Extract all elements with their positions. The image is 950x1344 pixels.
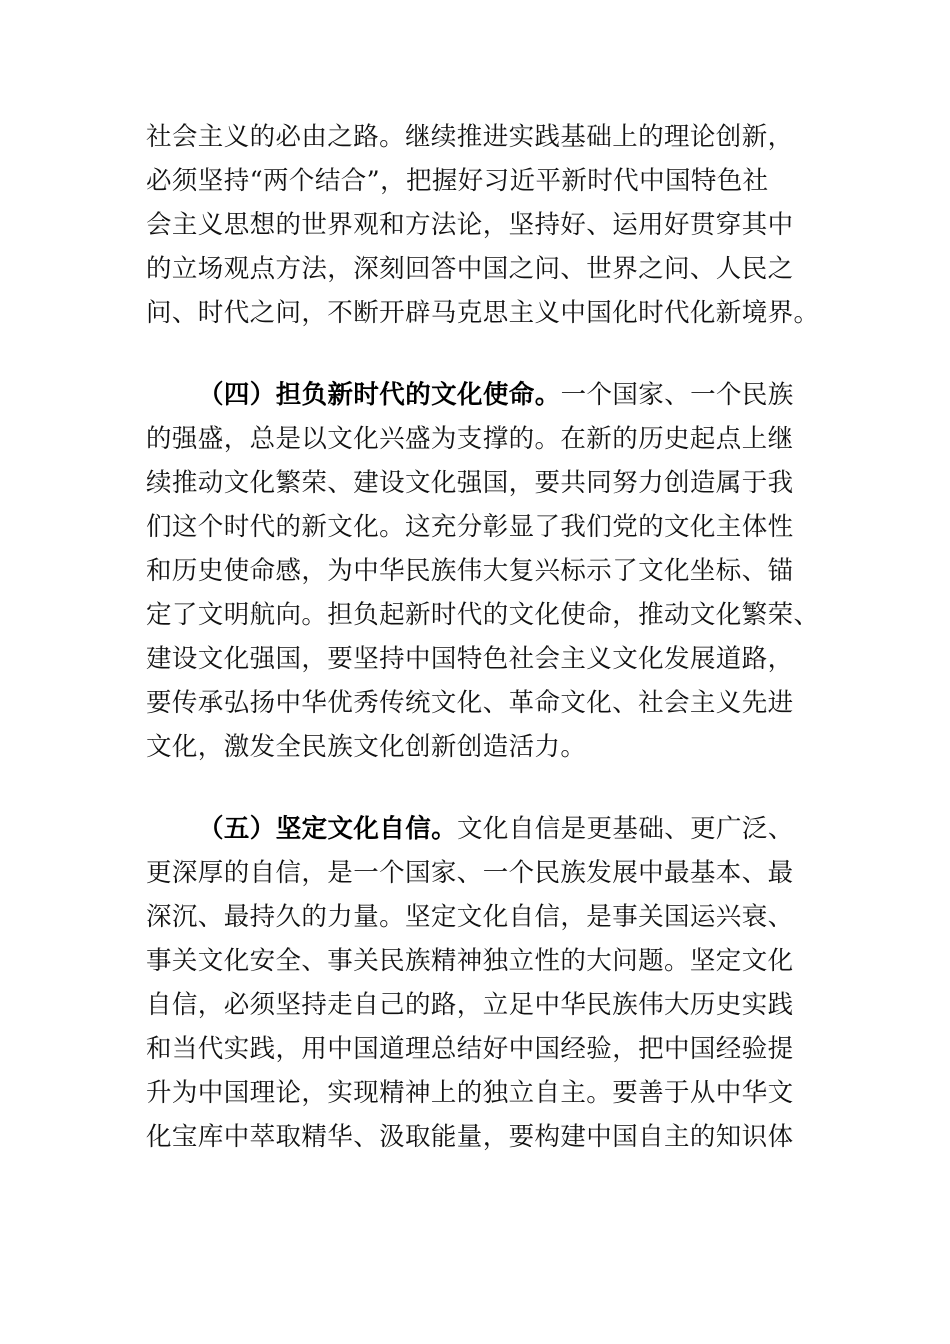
text-line: [198, 378, 794, 412]
text-line: 建设文化强国，要坚持中国特色社会主义文化发展道路，: [146, 644, 794, 674]
text-line: 续推动文化繁荣、建设文化强国，要共同努力创造属于我: [146, 468, 794, 498]
text-line: 会主义思想的世界观和方法论，坚持好、运用好贯穿其中: [146, 210, 794, 240]
text-line: 事关文化安全、事关民族精神独立性的大问题。坚定文化: [146, 946, 794, 976]
text-run: 一个国家、一个民族: [560, 380, 794, 410]
text-line: 的立场观点方法，深刻回答中国之问、世界之问、人民之: [146, 254, 794, 284]
text-line: 更深厚的自信，是一个国家、一个民族发展中最基本、最: [146, 858, 794, 888]
text-line: 的强盛，总是以文化兴盛为支撑的。在新的历史起点上继: [146, 424, 794, 454]
text-line: 和历史使命感，为中华民族伟大复兴标示了文化坐标、锚: [146, 556, 794, 586]
text-line: 必须坚持“两个结合”，把握好习近平新时代中国特色社: [146, 166, 769, 196]
text-line: 问、时代之问，不断开辟马克思主义中国化时代化新境界。: [146, 298, 820, 328]
text-run: 文化自信是更基础、更广泛、: [457, 814, 794, 844]
text-line: 和当代实践，用中国道理总结好中国经验，把中国经验提: [146, 1034, 794, 1064]
text-line: 要传承弘扬中华优秀传统文化、革命文化、社会主义先进: [146, 688, 794, 718]
text-line: 深沉、最持久的力量。坚定文化自信，是事关国运兴衰、: [146, 902, 794, 932]
text-line: [198, 812, 794, 846]
text-line: 们这个时代的新文化。这充分彰显了我们党的文化主体性: [146, 512, 794, 542]
text-line: 化宝库中萃取精华、汲取能量，要构建中国自主的知识体: [146, 1122, 794, 1152]
text-line: 文化，激发全民族文化创新创造活力。: [146, 732, 587, 762]
text-line: 社会主义的必由之路。继续推进实践基础上的理论创新，: [146, 122, 794, 152]
text-line: 自信，必须坚持走自己的路，立足中华民族伟大历史实践: [146, 990, 794, 1020]
section-heading: （五）坚定文化自信。: [198, 814, 458, 844]
section-heading: （四）担负新时代的文化使命。: [198, 380, 561, 410]
text-line: 升为中国理论，实现精神上的独立自主。要善于从中华文: [146, 1078, 794, 1108]
text-line: 定了文明航向。担负起新时代的文化使命，推动文化繁荣、: [146, 600, 820, 630]
